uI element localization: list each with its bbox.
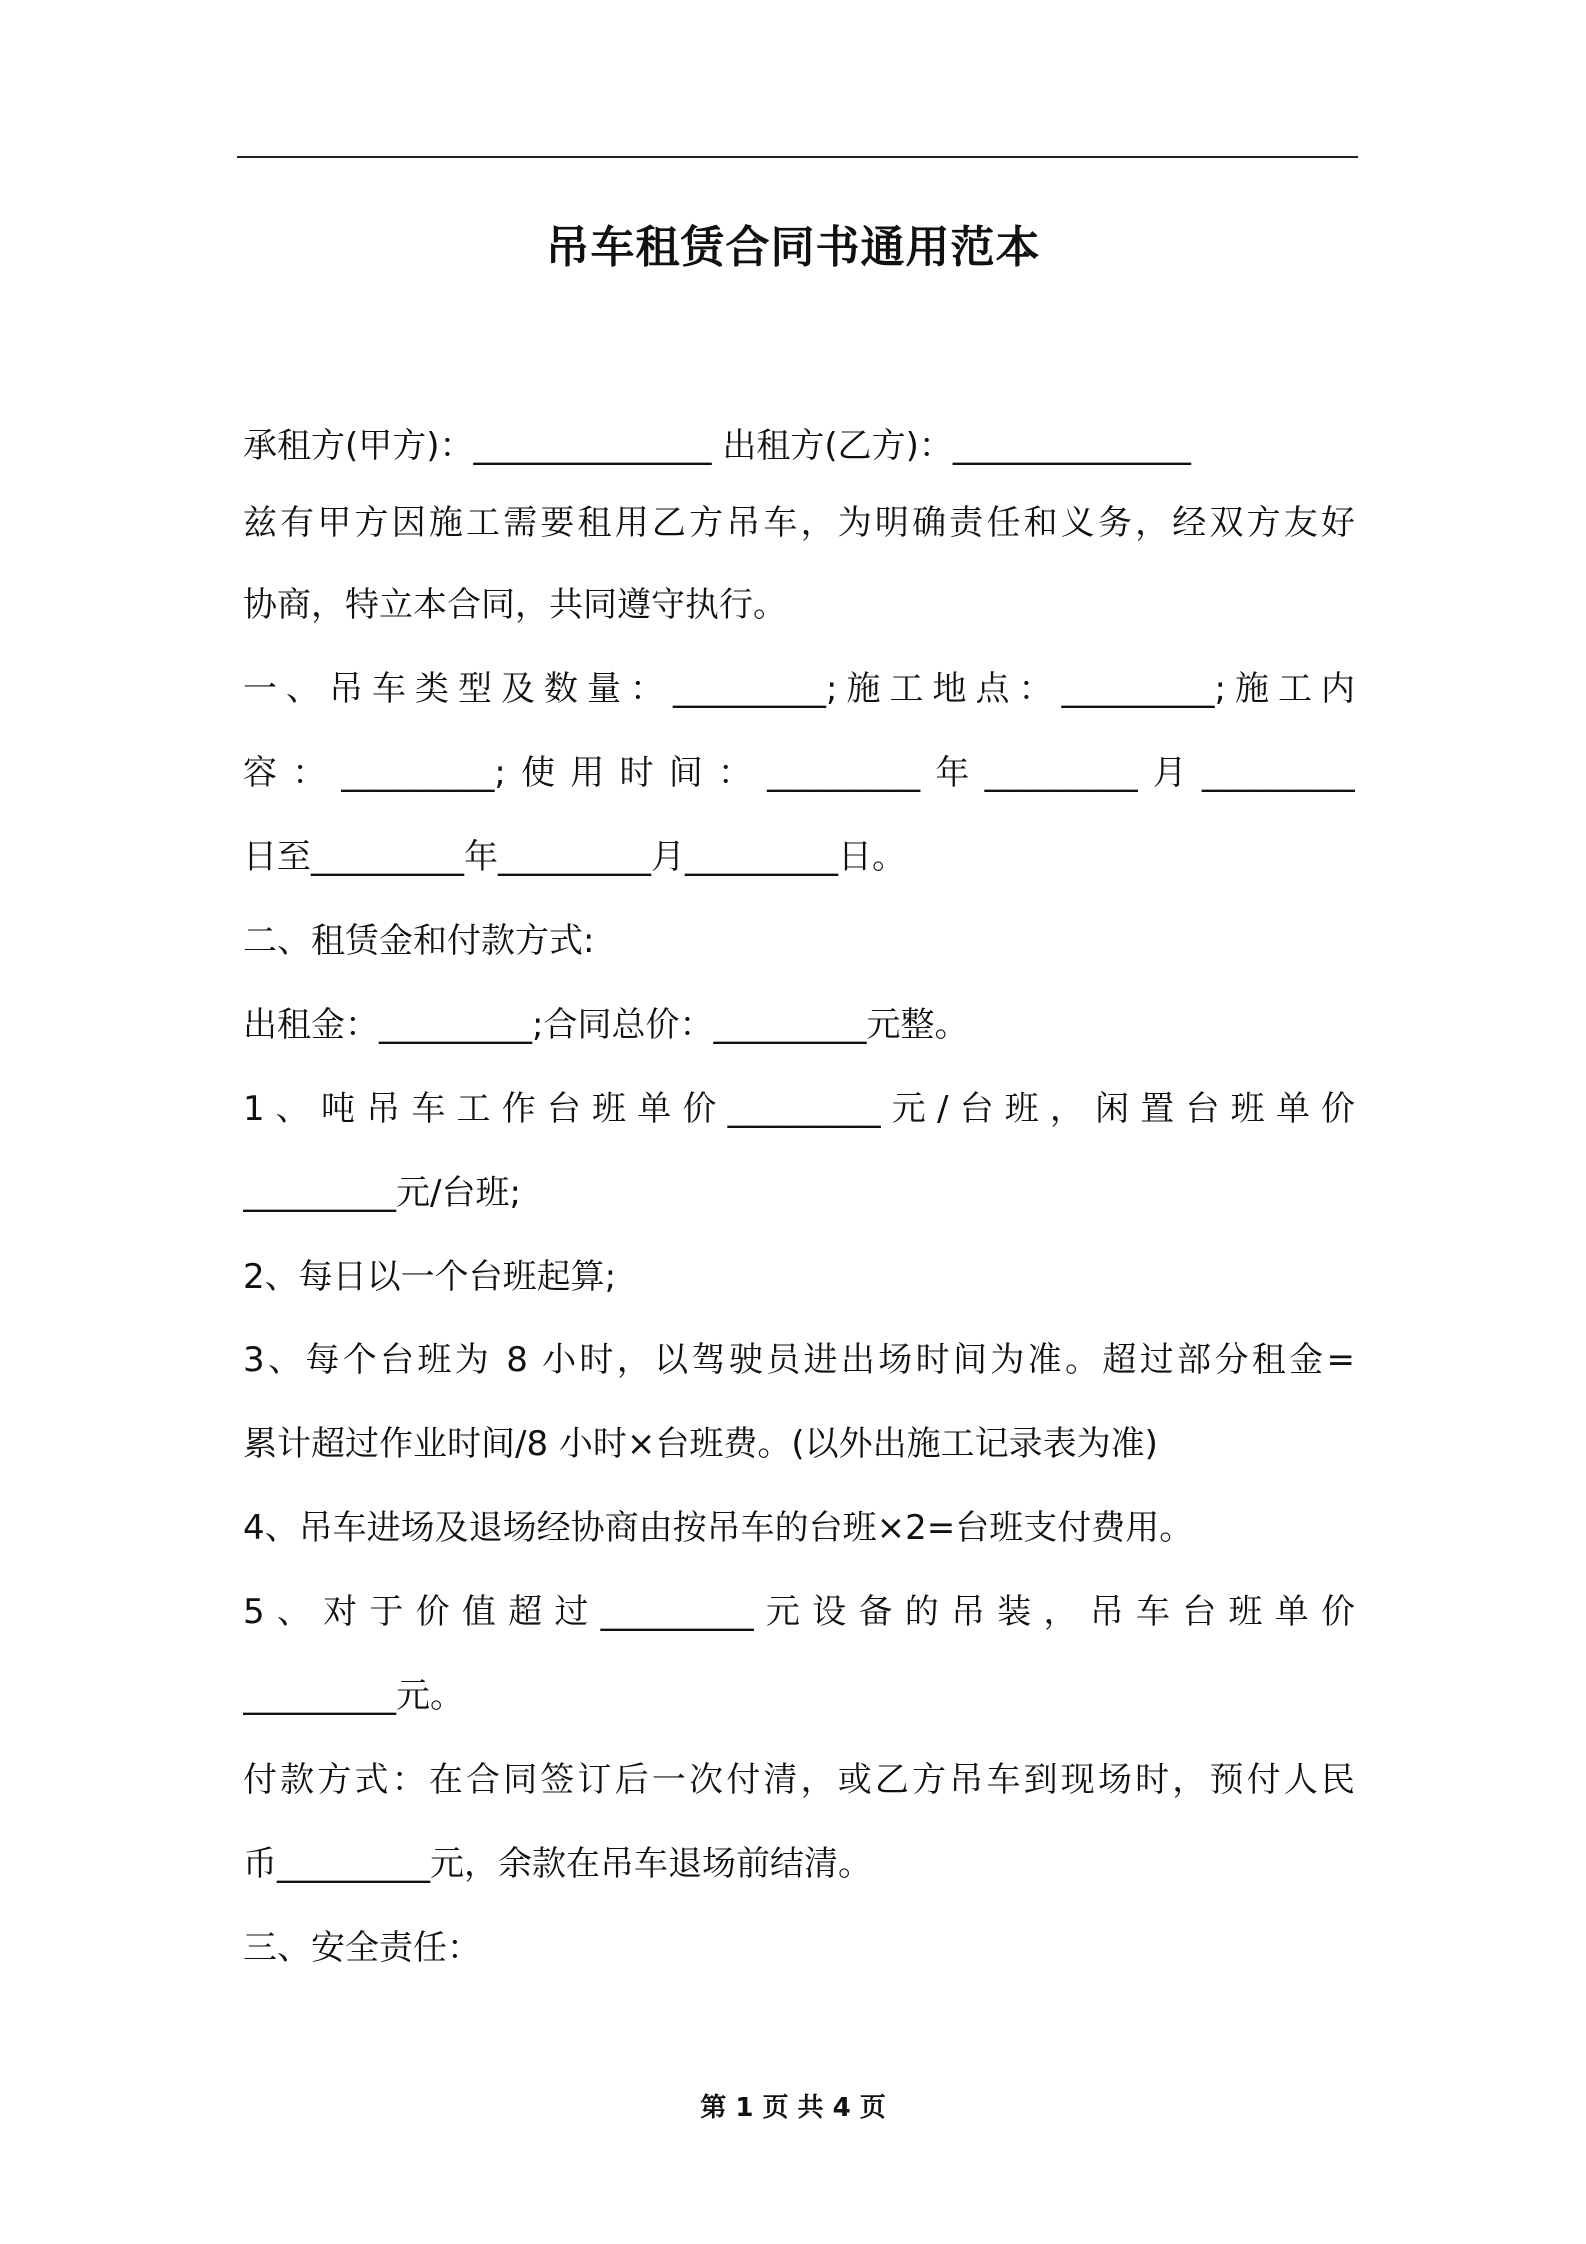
item-4-line: 4、吊车进场及退场经协商由按吊车的台班×2=台班支付费用。: [243, 1508, 1194, 1548]
item-5-line-1: 5、对于价值超过_________元设备的吊装，吊车台班单价: [243, 1592, 1355, 1632]
item-3-line-2: 累计超过作业时间/8 小时×台班费。(以外出施工记录表为准): [243, 1424, 1158, 1464]
parties-line: 承租方(甲方)：______________ 出租方(乙方)：______________: [243, 426, 1191, 466]
page-number: 第 1 页 共 4 页: [700, 2093, 886, 2123]
clause-1-line-2: 容：_________;使用时间：_________年_________月_________: [243, 753, 1355, 793]
payment-line-1: 付款方式：在合同签订后一次付清，或乙方吊车到现场时，预付人民: [243, 1760, 1355, 1800]
intro-line-1: 兹有甲方因施工需要租用乙方吊车，为明确责任和义务，经双方友好: [243, 503, 1355, 543]
clause-1-line-3: 日至_________年_________月_________日。: [243, 837, 906, 877]
item-1-line-1: 1、吨吊车工作台班单价_________元/台班，闲置台班单价: [243, 1089, 1355, 1129]
item-5-line-2: _________元。: [243, 1676, 464, 1716]
intro-line-2: 协商，特立本合同，共同遵守执行。: [243, 585, 787, 625]
rent-line: 出租金：_________;合同总价：_________元整。: [243, 1005, 969, 1045]
item-3-line-1: 3、每个台班为 8 小时，以驾驶员进出场时间为准。超过部分租金=: [243, 1340, 1355, 1380]
header-rule: [237, 156, 1358, 158]
item-2-line: 2、每日以一个台班起算;: [243, 1257, 617, 1297]
document-title: 吊车租赁合同书通用范本: [545, 222, 1041, 273]
clause-2-heading: 二、租赁金和付款方式:: [243, 921, 595, 961]
clause-1-line-1: 一、吊车类型及数量：_________;施工地点：_________;施工内: [243, 669, 1355, 709]
clause-3-heading: 三、安全责任：: [243, 1928, 481, 1968]
item-1-line-2: _________元/台班;: [243, 1173, 521, 1213]
payment-line-2: 币_________元，余款在吊车退场前结清。: [243, 1844, 872, 1884]
